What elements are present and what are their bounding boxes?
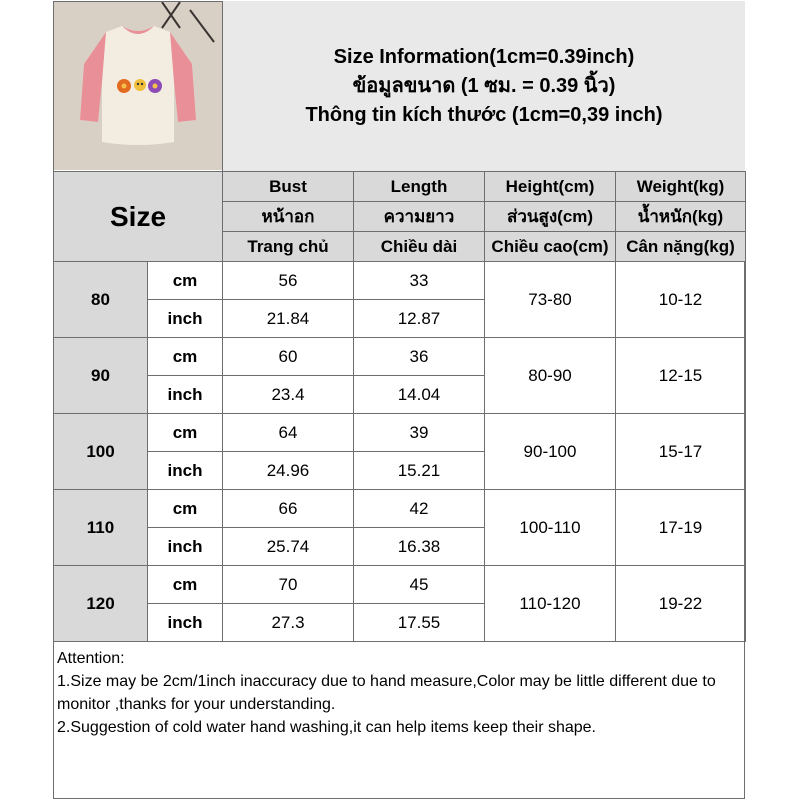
height-range: 80-90: [485, 338, 616, 414]
col-bust-en: Bust: [223, 172, 354, 202]
title-thai: ข้อมูลขนาด (1 ซม. = 0.39 นิ้ว): [352, 74, 616, 97]
col-weight-th: น้ำหนัก(kg): [616, 202, 746, 232]
unit-inch: inch: [148, 300, 223, 338]
length-cm: 33: [354, 262, 485, 300]
unit-inch: inch: [148, 452, 223, 490]
notes-heading: Attention:: [57, 650, 125, 667]
unit-cm: cm: [148, 566, 223, 604]
col-length-th: ความยาว: [354, 202, 485, 232]
bust-inch: 21.84: [223, 300, 354, 338]
length-cm: 45: [354, 566, 485, 604]
unit-cm: cm: [148, 262, 223, 300]
weight-range: 19-22: [616, 566, 746, 642]
note-line-1: 1.Size may be 2cm/1inch inaccuracy due to hand measure,Color may be little different due to monitor ,thanks for your understanding.: [57, 673, 716, 713]
length-inch: 12.87: [354, 300, 485, 338]
length-inch: 14.04: [354, 376, 485, 414]
height-range: 110-120: [485, 566, 616, 642]
size-table: [53, 171, 746, 642]
weight-range: 10-12: [616, 262, 746, 338]
attention-notes: [53, 646, 745, 799]
bust-cm: 64: [223, 414, 354, 452]
weight-range: 15-17: [616, 414, 746, 490]
unit-inch: inch: [148, 604, 223, 642]
col-length-en: Length: [354, 172, 485, 202]
weight-range: 17-19: [616, 490, 746, 566]
col-height-vi: Chiều cao(cm): [485, 232, 616, 262]
unit-cm: cm: [148, 490, 223, 528]
height-range: 90-100: [485, 414, 616, 490]
unit-inch: inch: [148, 376, 223, 414]
length-cm: 39: [354, 414, 485, 452]
bust-cm: 66: [223, 490, 354, 528]
unit-cm: cm: [148, 338, 223, 376]
title-vietnamese: Thông tin kích thước (1cm=0,39 inch): [305, 103, 663, 126]
bust-cm: 56: [223, 262, 354, 300]
title-english: Size Information(1cm=0.39inch): [333, 45, 635, 68]
product-photo: [54, 2, 222, 170]
size-label: 100: [54, 414, 148, 490]
col-bust-th: หน้าอก: [223, 202, 354, 232]
col-length-vi: Chiều dài: [354, 232, 485, 262]
weight-range: 12-15: [616, 338, 746, 414]
bust-inch: 25.74: [223, 528, 354, 566]
title-block: [222, 1, 745, 172]
height-range: 73-80: [485, 262, 616, 338]
length-cm: 36: [354, 338, 485, 376]
unit-inch: inch: [148, 528, 223, 566]
length-inch: 17.55: [354, 604, 485, 642]
bust-inch: 24.96: [223, 452, 354, 490]
col-weight-vi: Cân nặng(kg): [616, 232, 746, 262]
shirt-image: [54, 2, 222, 170]
bust-cm: 60: [223, 338, 354, 376]
length-cm: 42: [354, 490, 485, 528]
length-inch: 16.38: [354, 528, 485, 566]
size-label: 120: [54, 566, 148, 642]
col-bust-vi: Trang chủ: [223, 232, 354, 262]
bust-inch: 27.3: [223, 604, 354, 642]
col-height-th: ส่วนสูง(cm): [485, 202, 616, 232]
size-label: 90: [54, 338, 148, 414]
col-weight-en: Weight(kg): [616, 172, 746, 202]
length-inch: 15.21: [354, 452, 485, 490]
size-label: 80: [54, 262, 148, 338]
height-range: 100-110: [485, 490, 616, 566]
col-height-en: Height(cm): [485, 172, 616, 202]
bust-cm: 70: [223, 566, 354, 604]
size-header: Size: [54, 172, 223, 262]
unit-cm: cm: [148, 414, 223, 452]
bust-inch: 23.4: [223, 376, 354, 414]
size-label: 110: [54, 490, 148, 566]
note-line-2: 2.Suggestion of cold water hand washing,it can help items keep their shape.: [57, 719, 596, 736]
